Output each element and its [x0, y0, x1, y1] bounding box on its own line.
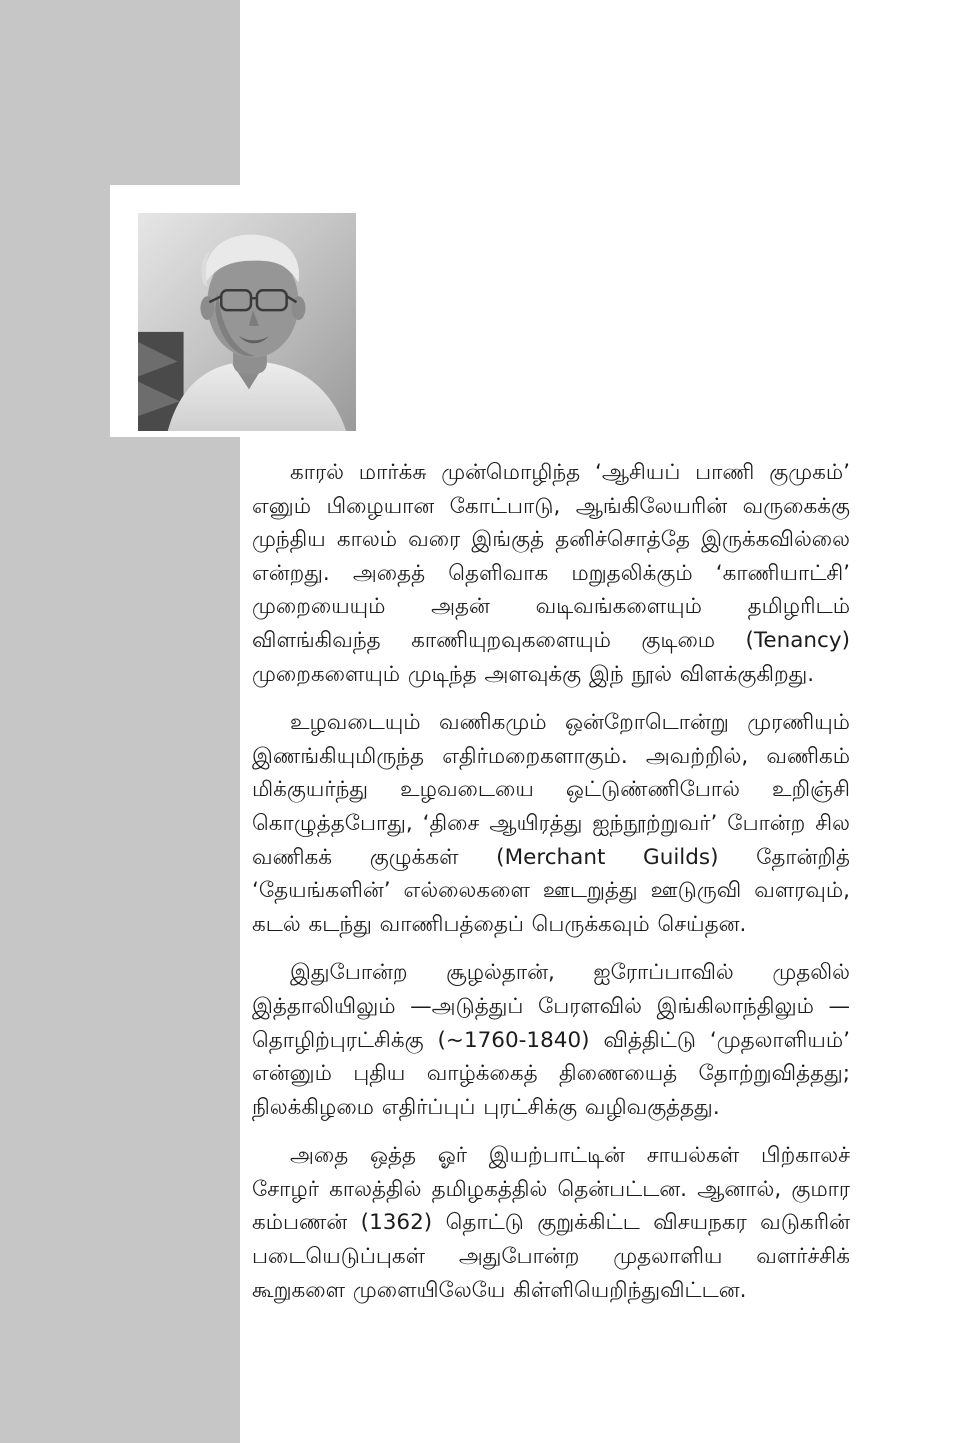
- body-paragraph: இதுபோன்ற சூழல்தான், ஐரோப்பாவில் முதலில் இத்தாலியிலும் —அடுத்துப் பேரளவில் இங்கிலாந்திலும் — தொழிற்புரட்சிக்கு (~1760-1840) வித்திட்டு ‘முதலாளியம்’ என்னும் புதிய வாழ்க்கைத் திணையைத் தோற்றுவித்தது; நிலக்கிழமை எதிர்ப்புப் புரட்சிக்கு வழிவகுத்தது.: [252, 960, 850, 1120]
- body-text-column: [252, 456, 850, 1322]
- body-paragraph: காரல் மார்க்சு முன்மொழிந்த ‘ஆசியப் பாணி குமுகம்’ எனும் பிழையான கோட்பாடு, ஆங்கிலேயரின் வருகைக்கு முந்திய காலம் வரை இங்குத் தனிச்சொத்தே இருக்கவில்லை என்றது. அதைத் தெளிவாக மறுதலிக்கும் ‘காணியாட்சி’ முறையையும் அதன் வடிவங்களையும் தமிழரிடம் விளங்கிவந்த காணியுறவுகளையும் குடிமை (Tenancy) முறைகளையும் முடிந்த அளவுக்கு இந் நூல் விளக்குகிறது.: [252, 460, 850, 687]
- body-paragraph: உழவடையும் வணிகமும் ஒன்றோடொன்று முரணியும் இணங்கியுமிருந்த எதிர்மறைகளாகும். அவற்றில், வணிகம் மிக்குயர்ந்து உழவடையை ஒட்டுண்ணிபோல் உறிஞ்சி கொழுத்தபோது, ‘திசை ஆயிரத்து ஐந்நூற்றுவர்’ போன்ற சில வணிகக் குழுக்கள் (Merchant Guilds) தோன்றித் ‘தேயங்களின்’ எல்லைகளை ஊடறுத்து ஊடுருவி வளரவும், கடல் கடந்து வாணிபத்தைப் பெருக்கவும் செய்தன.: [252, 710, 850, 937]
- author-photo-frame: [110, 185, 362, 437]
- body-paragraph: அதை ஒத்த ஓர் இயற்பாட்டின் சாயல்கள் பிற்காலச் சோழர் காலத்தில் தமிழகத்தில் தென்பட்டன. ஆனால், குமார கம்பணன் (1362) தொட்டு குறுக்கிட்ட விசயநகர வடுகரின் படையெடுப்புகள் அதுபோன்ற முதலாளிய வளர்ச்சிக் கூறுகளை முளையிலேயே கிள்ளியெறிந்துவிட்டன.: [252, 1143, 850, 1303]
- author-portrait-photo: [138, 213, 356, 431]
